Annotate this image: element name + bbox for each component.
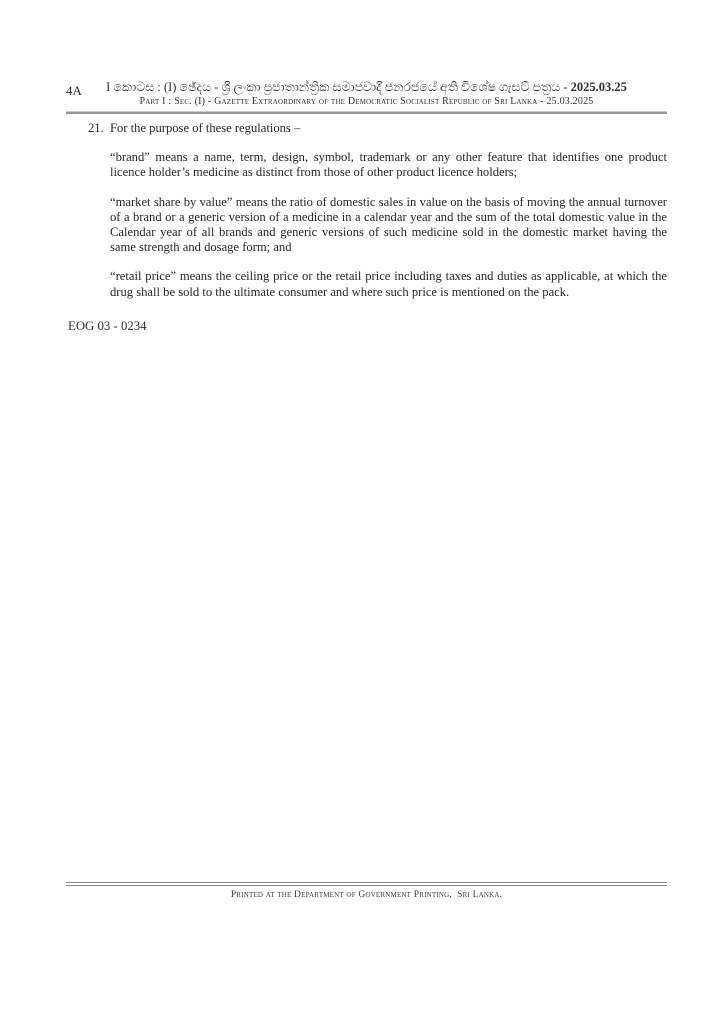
regulation-intro: For the purpose of these regulations – <box>110 121 301 135</box>
gazette-code: EOG 03 - 0234 <box>68 319 147 333</box>
printer-imprint: Printed at the Department of Government Printing, Sri Lanka. <box>230 890 503 900</box>
footer-double-rule <box>66 882 667 886</box>
header-title-english: Part I : Sec. (I) - Gazette Extraordinary of the Democratic Socialist Republic of Sri Lanka - 25.03.2025 <box>139 96 594 107</box>
definition-market-share-by-value: “market share by value” means the ratio of domestic sales in value on the basis of moving the annual turnover of a brand or a generic version of a medicine in a calendar year and the sum of the total domestic value in the Calendar year of all brands and generic versions of such medicine sold in the domestic market having the same strength and dosage form; and <box>110 194 667 255</box>
header-title-sinhala-text: I කොටස : (I) ඡේදය - ශ්‍රී ලංකා ප්‍රජාතාන්ත්‍රික සමාජවාදී ජනරජයේ අති විශේෂ ගැසට් පත්‍රය - <box>106 80 571 94</box>
header-rule <box>66 111 667 114</box>
page-footer <box>66 882 667 900</box>
regulation-item-21 <box>66 121 667 136</box>
definition-retail-price: “retail price” means the ceiling price or the retail price including taxes and duties as applicable, at which the drug shall be sold to the ultimate consumer and where such price is mentioned on the pack. <box>110 269 667 299</box>
definition-brand: “brand” means a name, term, design, symbol, trademark or any other feature that identifies one product licence holder’s medicine as distinct from those of other product licence holders; <box>110 150 667 180</box>
header-date-sinhala: 2025.03.25 <box>570 80 627 94</box>
regulation-number: 21. <box>88 121 104 135</box>
regulation-body <box>66 121 667 300</box>
header-title-sinhala <box>66 80 667 95</box>
page-number: 4A <box>66 83 82 98</box>
page-header <box>66 80 667 114</box>
